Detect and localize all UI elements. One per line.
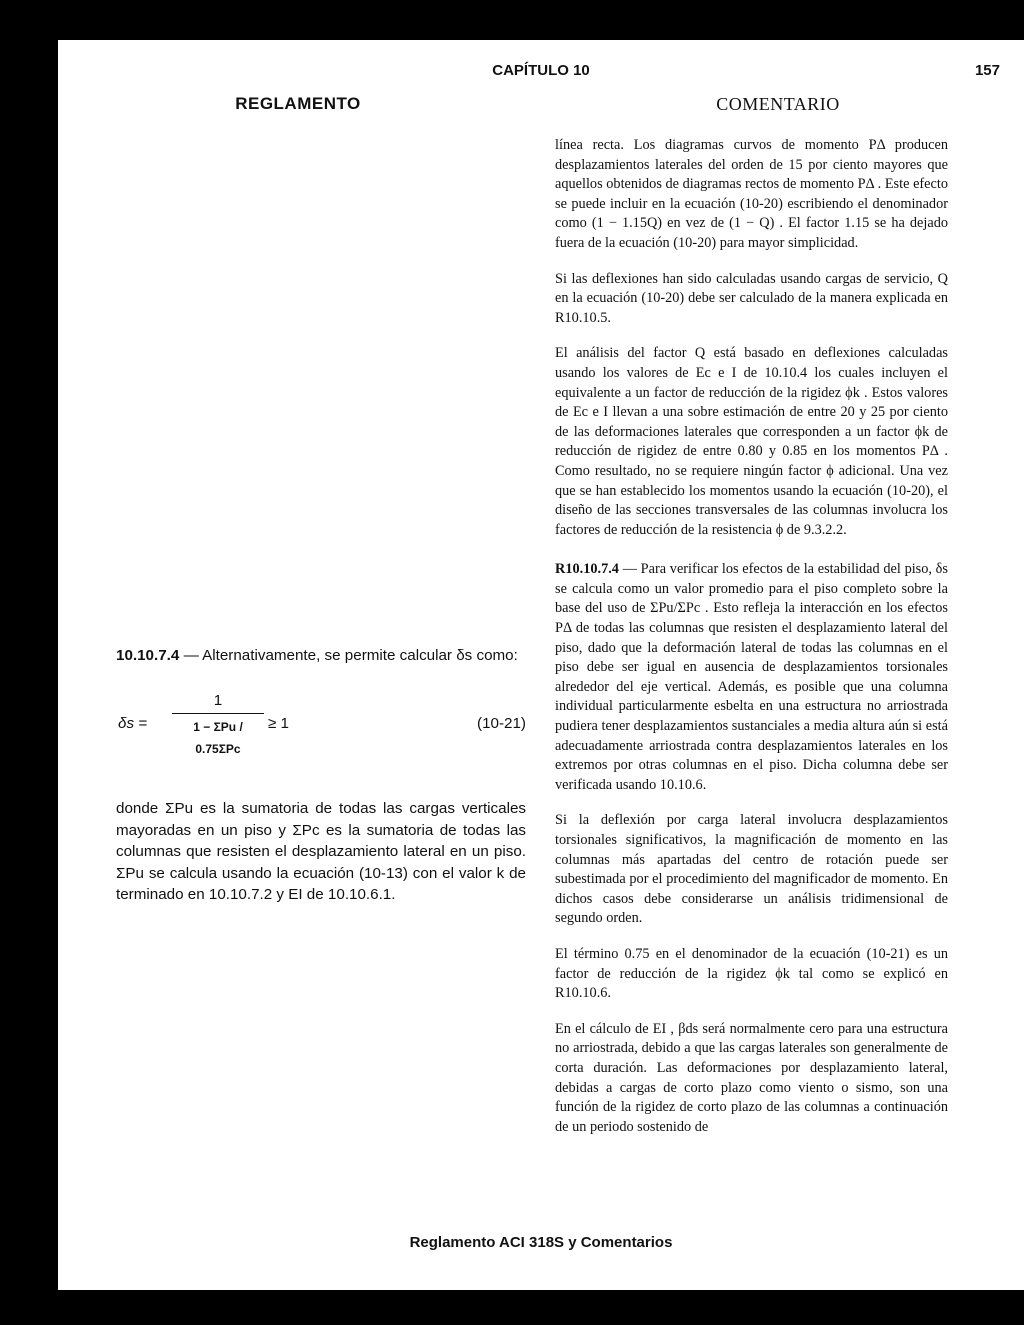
commentary-column — [555, 136, 948, 1153]
formula-fraction — [172, 690, 264, 760]
section-label: 10.10.7.4 — [116, 647, 180, 664]
code-definitions: donde ΣPu es la sumatoria de todas las cargas verticales mayoradas en un piso y ΣPc es la sumatoria de todas las columnas que resisten el desplazamiento lateral en un piso. ΣPu se calcula usando la ecuación (10-13) con el valor k de terminado en 10.10.7.2 y EI de 10.10.6.1. — [116, 800, 526, 903]
document-page — [58, 40, 1024, 1290]
commentary-paragraph: Si la deflexión por carga lateral involucra desplazamientos torsionales significativos, la magnificación de momento en las columnas más apartadas del centro de rotación puede ser subestimada por el procedimiento del magnificador de momento. En dichos casos debe considerarse un análisis tridimensional de segundo orden. — [555, 812, 948, 927]
section-label: R10.10.7.4 — [555, 561, 619, 578]
page-number: 157 — [974, 62, 1000, 79]
commentary-paragraph — [555, 344, 948, 540]
code-intro — [116, 645, 526, 666]
fraction-bar — [172, 713, 264, 714]
code-intro-text: — Alternativamente, se permite calcular δs como: — [179, 647, 518, 664]
commentary-paragraph: El término 0.75 en el denominador de la ecuación (10-21) es un factor de reducción de la rigidez ϕk tal como se explicó en R10.10.6. — [555, 945, 948, 1002]
code-column-heading: REGLAMENTO — [235, 94, 361, 113]
chapter-header: CAPÍTULO 10 — [492, 62, 590, 79]
formula-lhs: δs = — [118, 715, 148, 732]
equation-10-21 — [116, 684, 526, 776]
commentary-paragraph: Si las deflexiones han sido calculadas usando cargas de servicio, Q en la ecuación (10-20) debe ser calculado de la manera explicada en R10.10.5. — [555, 270, 948, 326]
commentary-paragraph: En el cálculo de EI , βds será normalmente cero para una estructura no arriostrada, debido a que las cargas laterales son generalmente de corta duración. Las deformaciones por desplazamiento lateral, debidas a cargas de corto plazo como viento o sismo, son una función de la rigidez de corto plazo de las columnas a continuación de un periodo sostenido de — [555, 1020, 948, 1135]
commentary-text: — Para verificar los efectos de la estabilidad del piso, δs se calcula como un valor promedio para el piso completo sobre la base del uso de ΣPu/ΣPc . Esto refleja la interacción en los efectos PΔ de todas las columnas que resisten el desplazamiento lateral del piso, dado que la deformación lateral de todas las columnas en el piso debe ser igual en ausencia de desplazamientos torsionales alrededor del eje vertical. Además, es posible que una columna individual particularmente esbelta en una estructura no arriostrada pudiera tener desplazamientos sustanciales a media altura aún si está adecuadamente arriostrada contra desplazamientos laterales en los extremos por otras columnas en el piso. Dicha columna debe ser verificada usando 10.10.6. — [555, 561, 948, 793]
equation-number: (10-21) — [477, 715, 526, 732]
commentary-paragraph-r10-10-7-4 — [555, 560, 948, 795]
commentary-column-heading: COMENTARIO — [716, 94, 840, 114]
formula-numerator: 1 — [213, 692, 223, 709]
formula-denominator: 1 − ΣPu / 0.75ΣPc — [193, 720, 243, 756]
page-footer: Reglamento ACI 318S y Comentarios — [409, 1234, 673, 1251]
code-column — [116, 645, 526, 906]
commentary-paragraph: línea recta. Los diagramas curvos de momento PΔ producen desplazamientos laterales del orden de 15 por ciento mayores que aquellos obtenidos de diagramas rectos de momento PΔ . Este efecto se puede incluir en la ecuación (10-20) escribiendo el denominador como (1 − 1.15Q) en vez de (1 − Q) . El factor 1.15 se ha dejado fuera de la ecuación (10-20) para mayor simplicidad. — [555, 137, 948, 251]
formula-rhs: ≥ 1 — [268, 715, 290, 732]
commentary-text: El análisis del factor Q está basado en deflexiones calculadas usando los valores de Ec e I de 10.10.4 los cuales incluyen el equivalente a un factor de reducción de la rigidez ϕk . Estos valores de Ec e I llevan a una sobre estimación de entre 20 y 25 por ciento de las deformaciones laterales que corresponden a un factor ϕk de reducción de rigidez de entre 0.80 y 0.85 en los momentos PΔ . Como resultado, no se requiere ningún factor ϕ adicional. Una vez que se han establecido los momentos usando la ecuación (10-20), el diseño de las secciones transversales de las columnas involucra los factores de reducción de la resistencia ϕ de 9.3.2.2. — [555, 345, 948, 538]
